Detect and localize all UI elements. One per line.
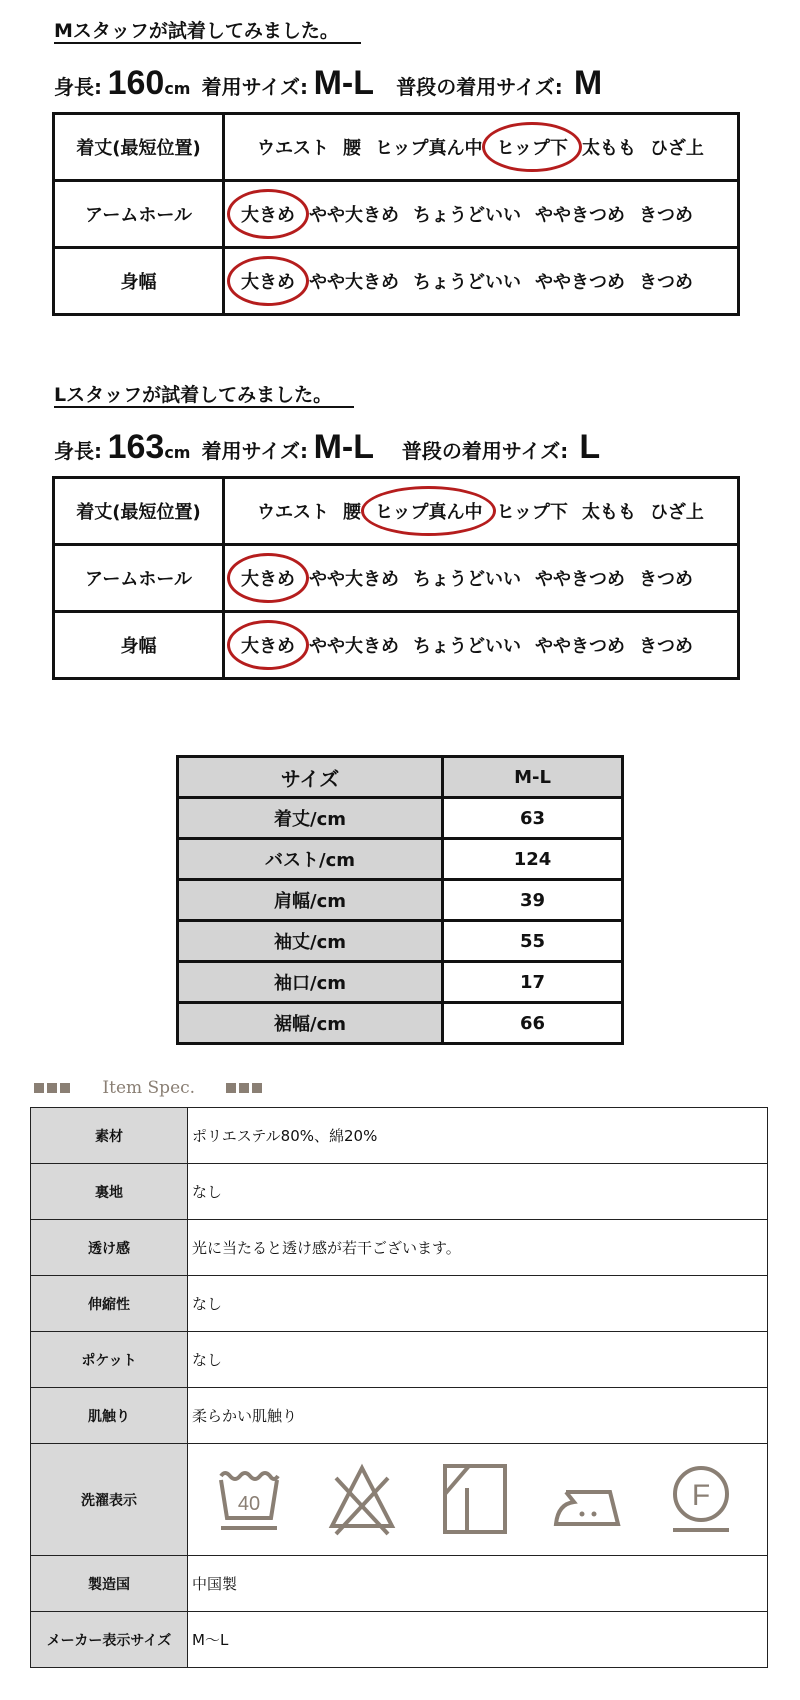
fit-option: やや大きめ bbox=[309, 636, 399, 657]
size-measure-value: 124 bbox=[443, 839, 623, 880]
spec-label: 裏地 bbox=[31, 1164, 188, 1220]
size-measure-value: 55 bbox=[443, 921, 623, 962]
size-measure-label: バスト/cm bbox=[178, 839, 443, 880]
size-row bbox=[178, 1003, 623, 1044]
spec-row bbox=[31, 1276, 768, 1332]
fit-row bbox=[54, 545, 739, 612]
fit-options bbox=[224, 248, 739, 315]
staff-m-fit-table bbox=[52, 112, 740, 316]
fit-option-selected: 大きめ bbox=[239, 199, 297, 229]
fit-option: 太もも bbox=[581, 502, 636, 523]
fit-option: ちょうどいい bbox=[413, 636, 521, 657]
fit-row bbox=[54, 612, 739, 679]
item-spec-table bbox=[30, 1107, 768, 1668]
fit-row-label: 着丈(最短位置) bbox=[54, 114, 224, 181]
fit-option-selected: 大きめ bbox=[239, 630, 297, 660]
spec-label: 素材 bbox=[31, 1108, 188, 1164]
item-spec-title bbox=[34, 1077, 265, 1098]
fit-option: 腰 bbox=[343, 502, 361, 523]
height-label: 身長: bbox=[54, 75, 102, 99]
fit-option: ややきつめ bbox=[535, 205, 625, 226]
fit-options bbox=[224, 181, 739, 248]
spec-row bbox=[31, 1556, 768, 1612]
spec-label: ポケット bbox=[31, 1332, 188, 1388]
size-measure-label: 肩幅/cm bbox=[178, 880, 443, 921]
height-value: 163 bbox=[107, 428, 165, 466]
item-spec-label: Item Spec. bbox=[102, 1077, 196, 1098]
fit-option: ちょうどいい bbox=[413, 569, 521, 590]
fit-option: やや大きめ bbox=[309, 205, 399, 226]
square-icon bbox=[252, 1083, 262, 1093]
size-table bbox=[176, 755, 624, 1045]
fit-option: ヒップ真ん中 bbox=[375, 138, 483, 159]
fit-option: ひざ上 bbox=[649, 502, 704, 523]
fit-row-label: 身幅 bbox=[54, 248, 224, 315]
fit-option: ちょうどいい bbox=[413, 272, 521, 293]
fit-option: 腰 bbox=[343, 138, 361, 159]
height-value: 160 bbox=[107, 64, 165, 102]
height-label: 身長: bbox=[54, 439, 102, 463]
size-measure-value: 17 bbox=[443, 962, 623, 1003]
square-icon bbox=[226, 1083, 236, 1093]
spec-label: 伸縮性 bbox=[31, 1276, 188, 1332]
wear-size-value: M-L bbox=[313, 428, 375, 466]
size-header-cell: サイズ bbox=[178, 757, 443, 798]
spec-label: 透け感 bbox=[31, 1220, 188, 1276]
spec-value: ポリエステル80%、綿20% bbox=[188, 1108, 768, 1164]
spec-label: 製造国 bbox=[31, 1556, 188, 1612]
spec-value: 中国製 bbox=[188, 1556, 768, 1612]
fit-options bbox=[224, 612, 739, 679]
size-measure-label: 袖丈/cm bbox=[178, 921, 443, 962]
iron-medium-icon bbox=[552, 1458, 624, 1542]
fit-option: ややきつめ bbox=[535, 569, 625, 590]
fit-row-label: アームホール bbox=[54, 181, 224, 248]
fit-option: ひざ上 bbox=[649, 138, 704, 159]
spec-row bbox=[31, 1612, 768, 1668]
usual-size-label: 普段の着用サイズ: bbox=[396, 75, 563, 99]
square-icon bbox=[239, 1083, 249, 1093]
size-row bbox=[178, 921, 623, 962]
fit-row bbox=[54, 114, 739, 181]
square-icon bbox=[47, 1083, 57, 1093]
fit-option: ややきつめ bbox=[535, 272, 625, 293]
spec-label: 洗濯表示 bbox=[31, 1444, 188, 1556]
fit-options bbox=[224, 545, 739, 612]
staff-m-heading: Mスタッフが試着してみました。 bbox=[54, 20, 361, 44]
staff-l-heading: Lスタッフが試着してみました。 bbox=[54, 384, 354, 408]
fit-row bbox=[54, 248, 739, 315]
staff-l-stats bbox=[54, 428, 600, 467]
wear-size-label: 着用サイズ: bbox=[201, 75, 309, 99]
square-icon bbox=[60, 1083, 70, 1093]
fit-options bbox=[224, 114, 739, 181]
fit-option: きつめ bbox=[639, 636, 693, 657]
fit-option-selected: ヒップ真ん中 bbox=[373, 496, 484, 526]
no-bleach-icon bbox=[326, 1458, 398, 1542]
usual-size-value: L bbox=[579, 428, 601, 466]
wear-size-label: 着用サイズ: bbox=[201, 439, 309, 463]
staff-m-stats bbox=[54, 64, 602, 103]
fit-option-selected: 大きめ bbox=[239, 563, 297, 593]
height-unit: cm bbox=[164, 79, 191, 98]
square-icon bbox=[34, 1083, 44, 1093]
size-measure-label: 袖口/cm bbox=[178, 962, 443, 1003]
fit-row bbox=[54, 478, 739, 545]
size-measure-value: 66 bbox=[443, 1003, 623, 1044]
spec-value: 柔らかい肌触り bbox=[188, 1388, 768, 1444]
fit-option: きつめ bbox=[639, 205, 693, 226]
fit-option: やや大きめ bbox=[309, 569, 399, 590]
spec-value: なし bbox=[188, 1164, 768, 1220]
care-icons-cell bbox=[188, 1444, 768, 1556]
dryclean-letter: F bbox=[691, 1478, 710, 1512]
fit-option: 太もも bbox=[581, 138, 636, 159]
height-unit: cm bbox=[164, 443, 191, 462]
fit-option: ヒップ下 bbox=[496, 502, 568, 523]
spec-row bbox=[31, 1388, 768, 1444]
usual-size-value: M bbox=[573, 64, 603, 102]
size-measure-label: 裾幅/cm bbox=[178, 1003, 443, 1044]
fit-row-label: 着丈(最短位置) bbox=[54, 478, 224, 545]
fit-row bbox=[54, 181, 739, 248]
size-measure-label: 着丈/cm bbox=[178, 798, 443, 839]
staff-l-fit-table bbox=[52, 476, 740, 680]
spec-value: なし bbox=[188, 1276, 768, 1332]
size-row bbox=[178, 880, 623, 921]
size-row bbox=[178, 839, 623, 880]
staff-l-section bbox=[54, 384, 754, 657]
staff-m-section bbox=[54, 20, 754, 293]
fit-option: ややきつめ bbox=[535, 636, 625, 657]
fit-option: きつめ bbox=[639, 569, 693, 590]
spec-label: メーカー表示サイズ bbox=[31, 1612, 188, 1668]
size-header-cell: M-L bbox=[443, 757, 623, 798]
fit-option-selected: ヒップ下 bbox=[494, 132, 569, 162]
fit-option: きつめ bbox=[639, 272, 693, 293]
size-measure-value: 63 bbox=[443, 798, 623, 839]
spec-row bbox=[31, 1164, 768, 1220]
spec-value: なし bbox=[188, 1332, 768, 1388]
wear-size-value: M-L bbox=[313, 64, 375, 102]
spec-value: M〜L bbox=[188, 1612, 768, 1668]
fit-option: やや大きめ bbox=[309, 272, 399, 293]
size-row bbox=[178, 798, 623, 839]
size-header-row bbox=[178, 757, 623, 798]
spec-row bbox=[31, 1220, 768, 1276]
spec-row bbox=[31, 1332, 768, 1388]
fit-row-label: 身幅 bbox=[54, 612, 224, 679]
spec-label: 肌触り bbox=[31, 1388, 188, 1444]
spec-value: 光に当たると透け感が若干ございます。 bbox=[188, 1220, 768, 1276]
usual-size-label: 普段の着用サイズ: bbox=[401, 439, 569, 463]
size-measure-value: 39 bbox=[443, 880, 623, 921]
fit-options bbox=[224, 478, 739, 545]
wash-40-icon bbox=[213, 1458, 285, 1542]
fit-option: ウエスト bbox=[257, 138, 329, 159]
size-row bbox=[178, 962, 623, 1003]
fit-option: ちょうどいい bbox=[413, 205, 521, 226]
fit-row-label: アームホール bbox=[54, 545, 224, 612]
wash-temperature: 40 bbox=[237, 1492, 260, 1515]
fit-option-selected: 大きめ bbox=[239, 266, 297, 296]
drip-dry-shade-icon bbox=[439, 1458, 511, 1542]
spec-row-care bbox=[31, 1444, 768, 1556]
fit-option: ウエスト bbox=[257, 502, 329, 523]
dryclean-f-icon bbox=[665, 1458, 737, 1542]
spec-row bbox=[31, 1108, 768, 1164]
